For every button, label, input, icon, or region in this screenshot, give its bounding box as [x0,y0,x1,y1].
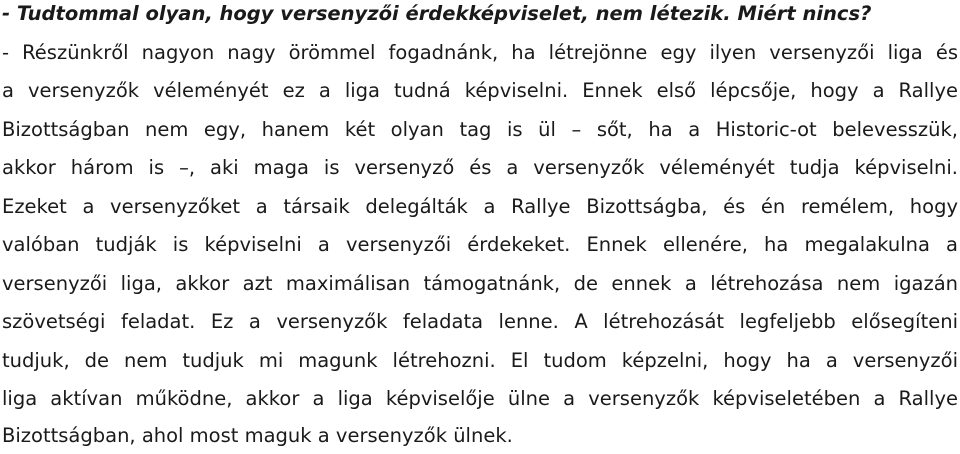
answer-line-10: liga aktívan működne, akkor a liga képviselője ülne a versenyzők képviseletében a Rallye [2,387,958,410]
answer-line-6: valóban tudják is képviselni a versenyzői érdekeket. Ennek ellenére, ha megalakulna a [2,233,958,256]
answer-line-9: tudjuk, de nem tudjuk mi magunk létrehozni. El tudom képzelni, hogy ha a versenyzői [2,349,958,372]
answer-line-11: Bizottságban, ahol most maguk a versenyzők ülnek. [2,424,513,447]
answer-line-4: akkor három is –, aki maga is versenyző és a versenyzők véleményét tudja képviselni. [2,156,958,179]
interview-question: - Tudtommal olyan, hogy versenyzői érdekképviselet, nem létezik. Miért nincs? [2,2,872,25]
answer-line-2: a versenyzők véleményét ez a liga tudná képviselni. Ennek első lépcsője, hogy a Rallye [2,79,958,102]
answer-line-5: Ezeket a versenyzőket a társaik delegálták a Rallye Bizottságba, és én remélem, hogy [2,195,958,218]
answer-line-8: szövetségi feladat. Ez a versenyzők feladata lenne. A létrehozását legfeljebb elősegíteni [2,310,958,333]
answer-line-3: Bizottságban nem egy, hanem két olyan tag is ül – sőt, ha a Historic-ot belevesszük, [2,118,958,141]
answer-line-7: versenyzői liga, akkor azt maximálisan támogatnánk, de ennek a létrehozása nem igazán [2,272,958,295]
answer-line-1: - Részünkről nagyon nagy örömmel fogadnánk, ha létrejönne egy ilyen versenyzői liga és [2,41,958,64]
